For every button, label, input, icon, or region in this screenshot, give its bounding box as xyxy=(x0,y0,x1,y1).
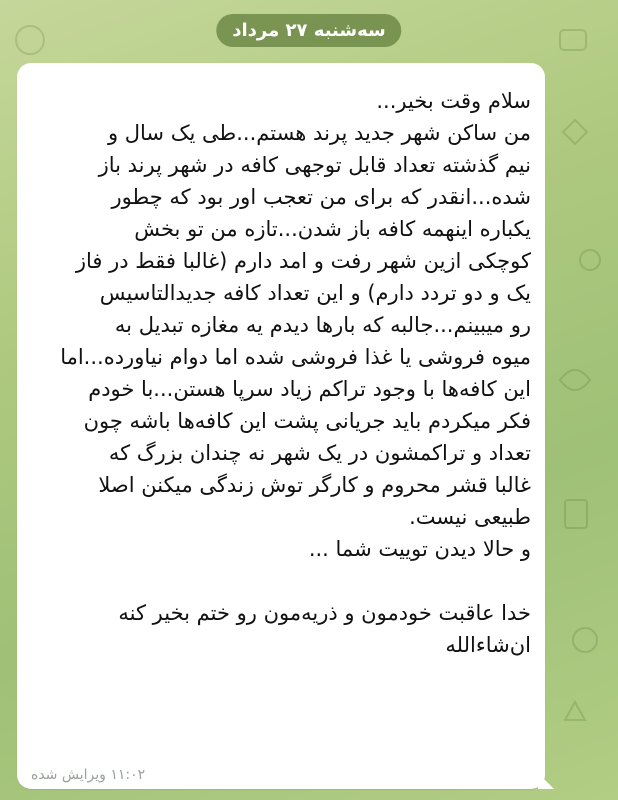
message-line: نیم گذشته تعداد قابل توجهی کافه در شهر پرند باز xyxy=(98,153,531,177)
message-line: رو میبینم...جالبه که بارها دیدم یه مغازه تبدیل به xyxy=(114,313,531,337)
message-line: شده...انقدر که برای من تعجب اور بود که چطور xyxy=(111,185,531,209)
message-blank-line xyxy=(31,565,531,597)
message-line: کوچکی ازین شهر رفت و امد دارم (غالبا فقط در فاز xyxy=(75,249,531,273)
message-meta xyxy=(31,767,145,783)
message-line: سلام وقت بخیر... xyxy=(376,89,531,113)
message-line: طبیعی نیست. xyxy=(409,505,531,529)
message-line: غالبا قشر محروم و کارگر توش زندگی میکنن اصلا xyxy=(98,473,531,497)
message-line: و حالا دیدن توییت شما ... xyxy=(308,537,531,561)
message-line: خدا عاقبت خودمون و ذریه‌مون رو ختم بخیر کنه xyxy=(118,601,531,625)
edited-label: ویرایش شده xyxy=(31,767,106,783)
date-separator: سه‌شنبه ۲۷ مرداد xyxy=(216,14,401,47)
message-line: یک و دو تردد دارم) و این تعداد کافه جدیدالتاسیس xyxy=(99,281,531,305)
message-time: ۱۱:۰۲ xyxy=(110,767,146,783)
message-line: من ساکن شهر جدید پرند هستم...طی یک سال و xyxy=(107,121,531,145)
message-bubble[interactable] xyxy=(17,63,545,789)
message-line: ان‌شاءالله xyxy=(445,633,531,657)
message-line: فکر میکردم باید جریانی پشت این کافه‌ها باشه چون xyxy=(83,409,531,433)
message-line: میوه فروشی یا غذا فروشی شده اما دوام نیاورده...اما xyxy=(60,345,531,369)
message-line: یکباره اینهمه کافه باز شدن...تازه من تو بخش xyxy=(134,217,531,241)
message-text xyxy=(31,85,531,661)
message-line: این کافه‌ها با وجود تراکم زیاد سرپا هستن...با خودم xyxy=(88,377,531,401)
bubble-tail xyxy=(538,773,554,789)
message-line: تعداد و تراکمشون در یک شهر نه چندان بزرگ که xyxy=(108,441,531,465)
